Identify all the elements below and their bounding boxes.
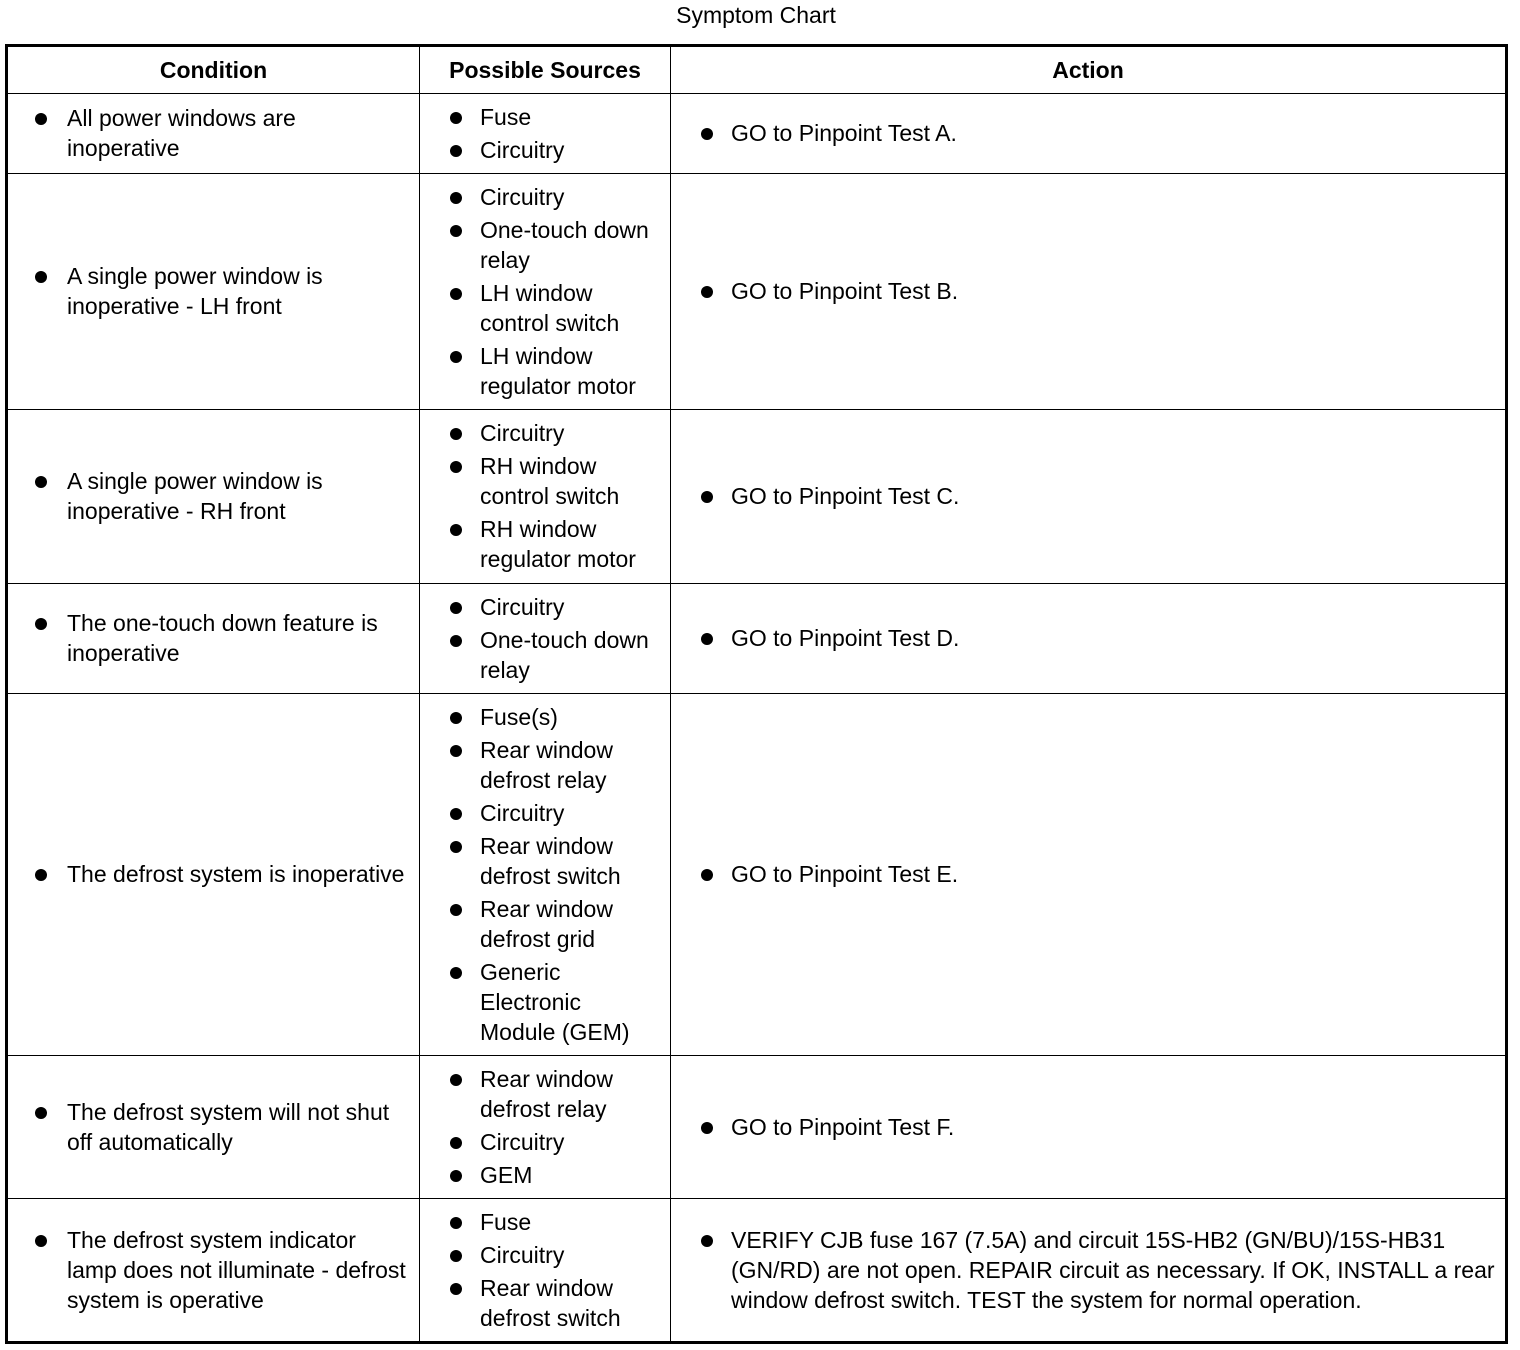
condition-cell	[7, 1056, 420, 1199]
condition-text: The one-touch down feature is inoperative	[28, 608, 411, 668]
table-row	[7, 410, 1507, 584]
condition-cell	[7, 410, 420, 584]
symptom-table	[5, 44, 1508, 1344]
header-action: Action	[671, 46, 1507, 94]
action-cell	[671, 1056, 1507, 1199]
source-item: GEM	[440, 1160, 662, 1190]
sources-cell	[420, 174, 671, 410]
action-cell	[671, 410, 1507, 584]
source-item: Fuse	[440, 102, 662, 132]
condition-cell	[7, 174, 420, 410]
condition-text: The defrost system will not shut off automatically	[28, 1097, 411, 1157]
source-item: Circuitry	[440, 182, 662, 212]
condition-text: All power windows are inoperative	[28, 103, 411, 163]
sources-cell	[420, 410, 671, 584]
sources-cell	[420, 94, 671, 174]
condition-text: A single power window is inoperative - RH front	[28, 466, 411, 526]
source-item: Circuitry	[440, 592, 662, 622]
source-item: Fuse	[440, 1207, 662, 1237]
condition-text: A single power window is inoperative - LH front	[28, 261, 411, 321]
source-item: Rear window defrost relay	[440, 1064, 662, 1124]
chart-title: Symptom Chart	[676, 2, 836, 28]
table-row	[7, 584, 1507, 694]
table-row	[7, 94, 1507, 174]
source-item: Rear window defrost switch	[440, 1273, 662, 1333]
condition-cell	[7, 94, 420, 174]
sources-cell	[420, 584, 671, 694]
action-cell	[671, 174, 1507, 410]
action-text: GO to Pinpoint Test A.	[691, 118, 1497, 148]
action-cell	[671, 584, 1507, 694]
action-text: VERIFY CJB fuse 167 (7.5A) and circuit 15S-HB2 (GN/BU)/15S-HB31 (GN/RD) are not open. REPAIR circuit as necessary. If OK, INSTALL a rear window defrost switch. TEST the system for normal operation.	[691, 1225, 1497, 1315]
source-item: One-touch down relay	[440, 625, 662, 685]
action-text: GO to Pinpoint Test C.	[691, 481, 1497, 511]
condition-cell	[7, 694, 420, 1056]
sources-cell	[420, 1056, 671, 1199]
condition-text: The defrost system is inoperative	[28, 859, 411, 889]
source-item: Rear window defrost switch	[440, 831, 662, 891]
sources-cell	[420, 694, 671, 1056]
action-text: GO to Pinpoint Test F.	[691, 1112, 1497, 1142]
table-row	[7, 1056, 1507, 1199]
condition-text: The defrost system indicator lamp does not illuminate - defrost system is operative	[28, 1225, 411, 1315]
header-condition: Condition	[7, 46, 420, 94]
condition-cell	[7, 584, 420, 694]
table-row	[7, 174, 1507, 410]
source-item: Circuitry	[440, 1127, 662, 1157]
action-cell	[671, 1199, 1507, 1343]
sources-cell	[420, 1199, 671, 1343]
table-row	[7, 694, 1507, 1056]
source-item: Circuitry	[440, 798, 662, 828]
action-cell	[671, 94, 1507, 174]
header-row	[7, 46, 1507, 94]
source-item: RH window control switch	[440, 451, 662, 511]
source-item: Rear window defrost grid	[440, 894, 662, 954]
action-text: GO to Pinpoint Test E.	[691, 859, 1497, 889]
source-item: Circuitry	[440, 1240, 662, 1270]
source-item: One-touch down relay	[440, 215, 662, 275]
action-text: GO to Pinpoint Test B.	[691, 276, 1497, 306]
condition-cell	[7, 1199, 420, 1343]
table-row	[7, 1199, 1507, 1343]
source-item: LH window regulator motor	[440, 341, 662, 401]
source-item: Fuse(s)	[440, 702, 662, 732]
source-item: Rear window defrost relay	[440, 735, 662, 795]
header-possible-sources: Possible Sources	[420, 46, 671, 94]
action-text: GO to Pinpoint Test D.	[691, 623, 1497, 653]
source-item: Generic Electronic Module (GEM)	[440, 957, 662, 1047]
source-item: Circuitry	[440, 418, 662, 448]
source-item: Circuitry	[440, 135, 662, 165]
action-cell	[671, 694, 1507, 1056]
source-item: RH window regulator motor	[440, 514, 662, 574]
source-item: LH window control switch	[440, 278, 662, 338]
